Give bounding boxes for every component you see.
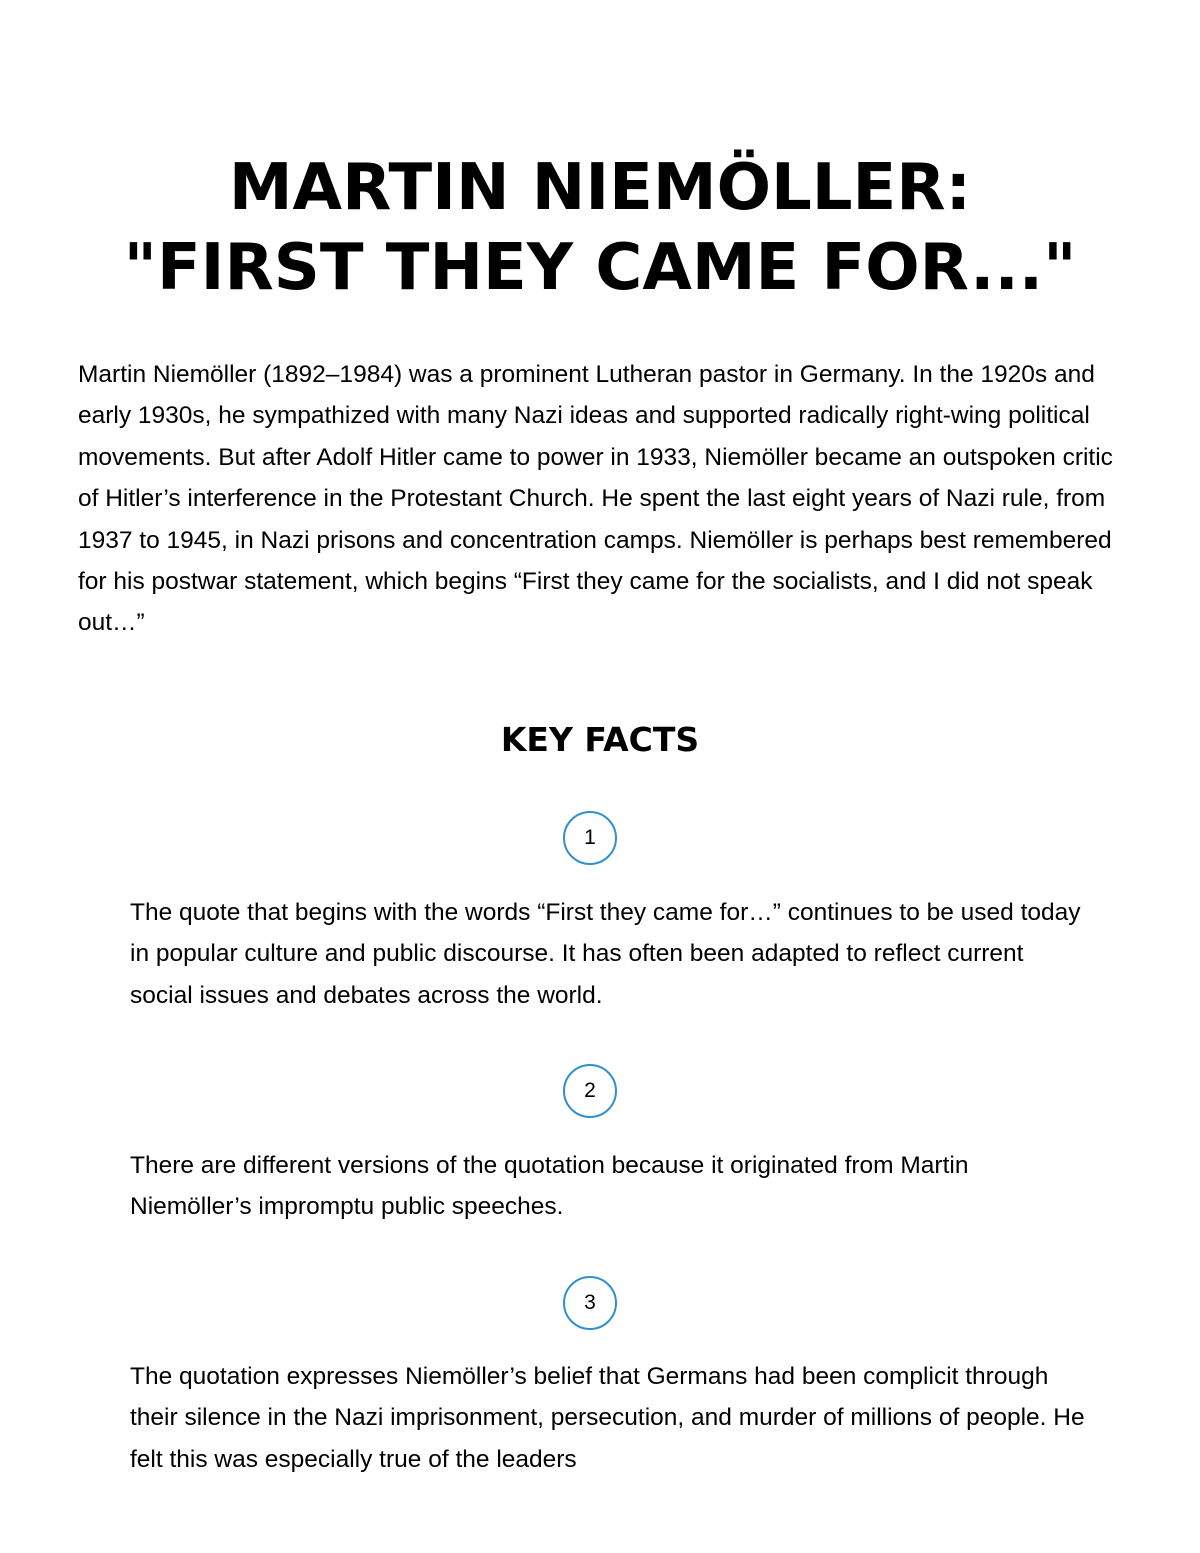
page-title-line-2: "FIRST THEY CAME FOR..." <box>123 231 1077 305</box>
fact-number-badge-2: 2 <box>563 1064 617 1118</box>
fact-text-1: The quote that begins with the words “First they came for…” continues to be used today in popular culture and public discourse. It has often been adapted to reflect current social issues and debates across the world. <box>130 899 1081 1009</box>
page-title <box>0 148 1200 308</box>
fact-text-3: The quotation expresses Niemöller’s belief that Germans had been complicit through their silence in the Nazi imprisonment, persecution, and murder of millions of people. He felt this was especially true of the leaders <box>130 1363 1085 1473</box>
fact-number-badge-1: 1 <box>563 811 617 865</box>
fact-number-badge-3: 3 <box>563 1276 617 1330</box>
key-facts-heading: KEY FACTS <box>500 720 700 759</box>
fact-text-2: There are different versions of the quotation because it originated from Martin Niemöller’s impromptu public speeches. <box>130 1152 969 1221</box>
page-title-line-1: MARTIN NIEMÖLLER: <box>228 151 972 225</box>
intro-paragraph: Martin Niemöller (1892–1984) was a prominent Lutheran pastor in Germany. In the 1920s and early 1930s, he sympathized with many Nazi ideas and supported radically right-wing political movements. But after Adolf Hitler came to power in 1933, Niemöller became an outspoken critic of Hitler’s interference in the Protestant Church. He spent the last eight years of Nazi rule, from 1937 to 1945, in Nazi prisons and concentration camps. Niemöller is perhaps best remembered for his postwar statement, which begins “First they came for the socialists, and I did not speak out…” <box>78 361 1113 637</box>
